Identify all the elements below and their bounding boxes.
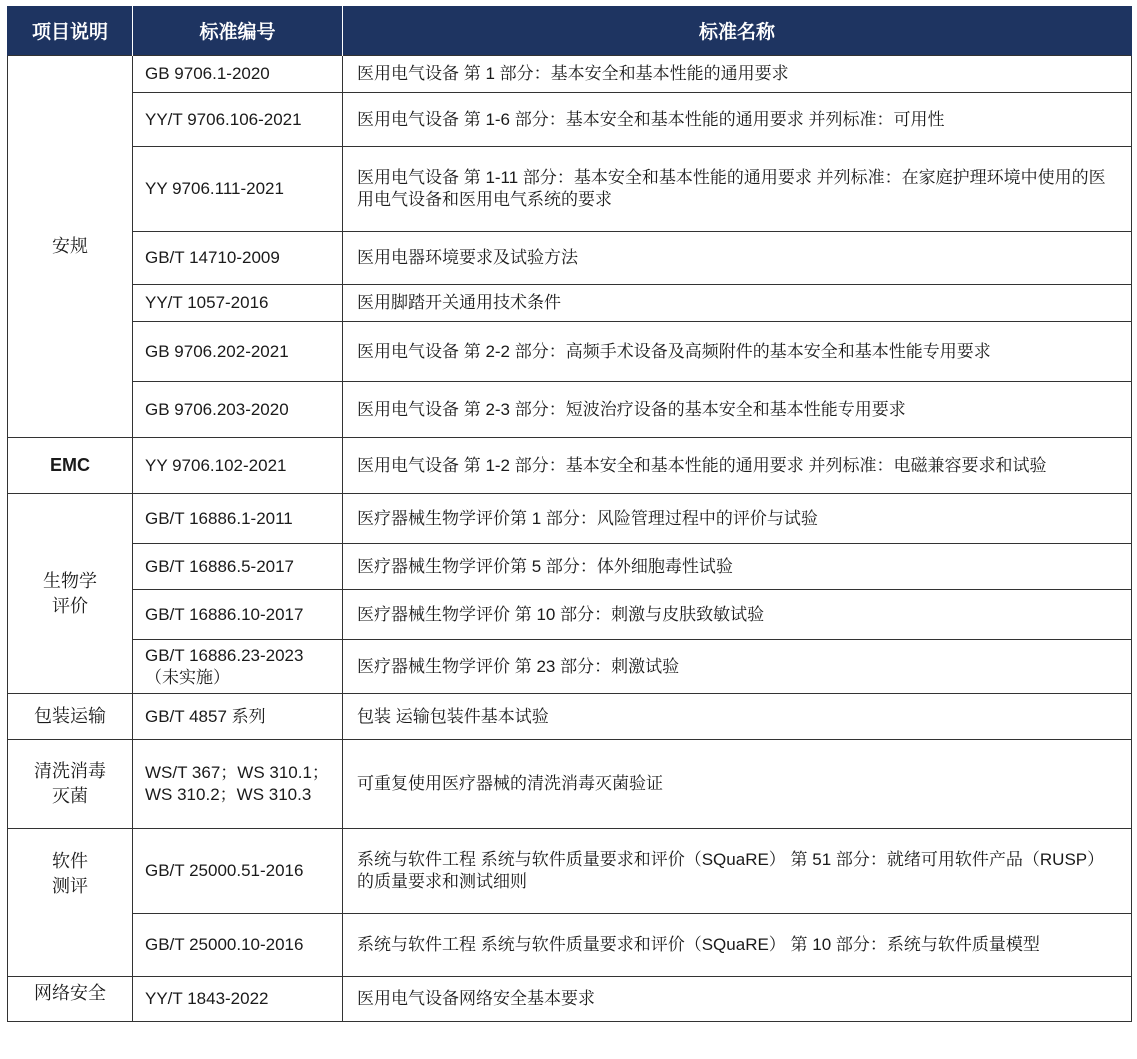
- table-row: [8, 56, 1132, 93]
- standard-name: 医疗器械生物学评价 第 23 部分：刺激试验: [343, 640, 1132, 694]
- standards-table: [7, 6, 1132, 1022]
- standard-code: GB/T 16886.1-2011: [133, 494, 343, 544]
- table-row: [8, 232, 1132, 285]
- category-label: 包装运输: [34, 706, 106, 726]
- category-label: EMC: [50, 455, 90, 475]
- standard-code: YY/T 9706.106-2021: [133, 93, 343, 147]
- category-cell: [8, 494, 133, 694]
- table-row: [8, 977, 1132, 1022]
- header-code: 标准编号: [133, 6, 343, 56]
- category-cell: [8, 740, 133, 829]
- standard-name: 医用电气设备 第 2-2 部分：高频手术设备及高频附件的基本安全和基本性能专用要求: [343, 322, 1132, 382]
- standard-code: GB/T 25000.10-2016: [133, 914, 343, 977]
- standard-name: 医用电气设备 第 1-2 部分：基本安全和基本性能的通用要求 并列标准：电磁兼容要求和试验: [343, 438, 1132, 494]
- category-label: 生物学 评价: [43, 570, 97, 616]
- standard-code: GB/T 4857 系列: [133, 694, 343, 740]
- category-cell: [8, 694, 133, 740]
- table-row: [8, 740, 1132, 829]
- table-row: [8, 438, 1132, 494]
- standard-name: 系统与软件工程 系统与软件质量要求和评价（SQuaRE） 第 10 部分：系统与软件质量模型: [343, 914, 1132, 977]
- standard-code: GB 9706.1-2020: [133, 56, 343, 93]
- standard-name: 医疗器械生物学评价第 1 部分：风险管理过程中的评价与试验: [343, 494, 1132, 544]
- standard-code: GB/T 16886.5-2017: [133, 544, 343, 590]
- standard-code: GB 9706.202-2021: [133, 322, 343, 382]
- standard-code: GB/T 16886.23-2023（未实施）: [133, 640, 343, 694]
- standard-code: GB/T 14710-2009: [133, 232, 343, 285]
- table-row: [8, 285, 1132, 322]
- standard-code: YY/T 1057-2016: [133, 285, 343, 322]
- header-category: 项目说明: [8, 6, 133, 56]
- standard-code: GB/T 25000.51-2016: [133, 829, 343, 914]
- table-row: [8, 829, 1132, 914]
- standard-code: YY 9706.111-2021: [133, 147, 343, 232]
- standard-code: WS/T 367；WS 310.1；WS 310.2；WS 310.3: [133, 740, 343, 829]
- category-label: 安规: [52, 236, 88, 256]
- header-row: [8, 6, 1132, 56]
- standard-name: 医用电气设备 第 2-3 部分：短波治疗设备的基本安全和基本性能专用要求: [343, 382, 1132, 438]
- table-row: [8, 322, 1132, 382]
- table-row: [8, 640, 1132, 694]
- category-label: 软件 测评: [52, 851, 88, 896]
- standard-code: YY 9706.102-2021: [133, 438, 343, 494]
- standard-name: 医用电气设备 第 1-6 部分：基本安全和基本性能的通用要求 并列标准：可用性: [343, 93, 1132, 147]
- standard-name: 医疗器械生物学评价 第 10 部分：刺激与皮肤致敏试验: [343, 590, 1132, 640]
- header-name: 标准名称: [343, 6, 1132, 56]
- table-row: [8, 494, 1132, 544]
- standard-name: 医用电气设备 第 1 部分：基本安全和基本性能的通用要求: [343, 56, 1132, 93]
- standard-name: 医用电气设备网络安全基本要求: [343, 977, 1132, 1022]
- standard-code: GB 9706.203-2020: [133, 382, 343, 438]
- standard-name: 医用电气设备 第 1-11 部分：基本安全和基本性能的通用要求 并列标准：在家庭护理环境中使用的医用电气设备和医用电气系统的要求: [343, 147, 1132, 232]
- table-row: [8, 590, 1132, 640]
- category-cell: [8, 977, 133, 1022]
- table-row: [8, 544, 1132, 590]
- standard-name: 系统与软件工程 系统与软件质量要求和评价（SQuaRE） 第 51 部分：就绪可用软件产品（RUSP）的质量要求和测试细则: [343, 829, 1132, 914]
- category-label: 网络安全: [34, 983, 106, 1003]
- table-row: [8, 694, 1132, 740]
- category-label: 清洗消毒 灭菌: [34, 761, 106, 806]
- standard-name: 医用脚踏开关通用技术条件: [343, 285, 1132, 322]
- standard-code: GB/T 16886.10-2017: [133, 590, 343, 640]
- standard-name: 医疗器械生物学评价第 5 部分：体外细胞毒性试验: [343, 544, 1132, 590]
- standard-code: YY/T 1843-2022: [133, 977, 343, 1022]
- table-row: [8, 93, 1132, 147]
- standard-name: 包装 运输包装件基本试验: [343, 694, 1132, 740]
- standard-name: 医用电器环境要求及试验方法: [343, 232, 1132, 285]
- table-row: [8, 382, 1132, 438]
- table-row: [8, 914, 1132, 977]
- category-cell: [8, 56, 133, 438]
- table-row: [8, 147, 1132, 232]
- standard-name: 可重复使用医疗器械的清洗消毒灭菌验证: [343, 740, 1132, 829]
- category-cell: [8, 829, 133, 977]
- category-cell: [8, 438, 133, 494]
